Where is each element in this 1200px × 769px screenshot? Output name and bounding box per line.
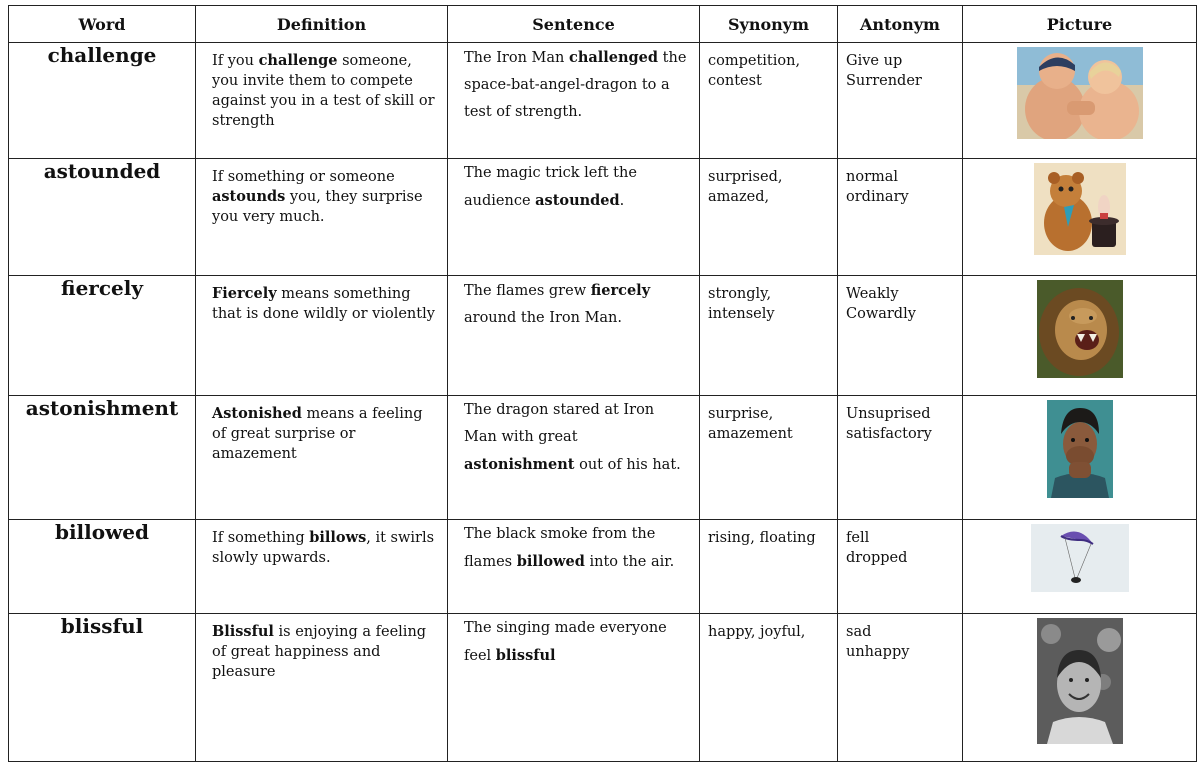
synonym-line: strongly,	[708, 286, 772, 302]
sentence-keyword: astounded	[535, 192, 620, 209]
synonym-line: rising, floating	[708, 530, 816, 546]
sentence-text: around the Iron Man.	[464, 310, 623, 326]
sentence-cell	[448, 520, 700, 614]
table-row	[9, 159, 1197, 276]
synonym-line: surprise,	[708, 406, 774, 422]
table-row	[9, 43, 1197, 159]
sentence-cell	[448, 396, 700, 520]
word-cell: blissful	[9, 614, 196, 762]
definition-cell	[196, 614, 448, 762]
word-cell: astonishment	[9, 396, 196, 520]
antonym-line: Weakly	[846, 286, 899, 302]
picture-cell	[963, 520, 1197, 614]
sentence-text: The magic trick left the audience	[464, 165, 637, 209]
arm-wrestling-photo	[1017, 47, 1143, 139]
header-row	[9, 6, 1197, 43]
definition-keyword: Fiercely	[212, 285, 277, 302]
header-sentence: Sentence	[448, 6, 700, 43]
antonym-cell	[838, 159, 963, 276]
definition-text: If something or someone	[212, 169, 395, 185]
magician-bear-illustration	[1034, 163, 1126, 255]
definition-cell	[196, 396, 448, 520]
definition-text: means a feeling of great surprise or amazement	[212, 406, 423, 462]
header-antonym: Antonym	[838, 6, 963, 43]
sentence-keyword: astonishment	[464, 456, 575, 473]
surprised-man-photo	[1047, 400, 1113, 498]
vocabulary-table	[8, 5, 1197, 762]
definition-text: means something that is done wildly or violently	[212, 286, 435, 322]
sentence-text: The flames grew	[464, 283, 591, 299]
antonym-line: Give up	[846, 53, 903, 69]
smiling-child-photo	[1037, 618, 1123, 744]
roaring-lion-photo	[1037, 280, 1123, 378]
synonym-line: intensely	[708, 306, 775, 322]
antonym-cell	[838, 614, 963, 762]
synonym-line: competition,	[708, 53, 801, 69]
definition-keyword: astounds	[212, 188, 286, 205]
table-row	[9, 276, 1197, 396]
sentence-text: The Iron Man	[464, 50, 569, 66]
definition-keyword: Astonished	[212, 405, 302, 422]
definition-keyword: Blissful	[212, 623, 274, 640]
sentence-keyword: fiercely	[590, 282, 651, 299]
sentence-keyword: challenged	[568, 49, 659, 66]
definition-cell	[196, 276, 448, 396]
sentence-text: The black smoke from the flames	[464, 526, 656, 570]
sentence-text: out of his hat.	[574, 457, 681, 473]
antonym-line: unhappy	[846, 644, 910, 660]
definition-text: If you	[212, 53, 259, 69]
sentence-cell	[448, 159, 700, 276]
antonym-cell	[838, 43, 963, 159]
definition-text: you, they surprise you very much.	[212, 189, 423, 225]
synonym-cell	[700, 520, 838, 614]
definition-text: If something	[212, 530, 310, 546]
sentence-cell	[448, 276, 700, 396]
definition-text: someone, you invite them to compete against you in a test of skill or strength	[212, 53, 435, 129]
definition-keyword: challenge	[258, 52, 338, 69]
sentence-keyword: billowed	[516, 553, 585, 570]
header-synonym: Synonym	[700, 6, 838, 43]
antonym-line: satisfactory	[846, 426, 932, 442]
table-row	[9, 614, 1197, 762]
antonym-line: fell	[846, 530, 870, 546]
definition-text: is enjoying a feeling of great happiness and pleasure	[212, 624, 427, 680]
definition-text: , it swirls slowly upwards.	[212, 530, 435, 566]
sentence-text: The dragon stared at Iron Man with great	[464, 402, 655, 445]
antonym-line: normal	[846, 169, 899, 185]
word-cell: challenge	[9, 43, 196, 159]
synonym-cell	[700, 614, 838, 762]
antonym-line: ordinary	[846, 189, 909, 205]
antonym-cell	[838, 276, 963, 396]
word-cell: astounded	[9, 159, 196, 276]
synonym-cell	[700, 43, 838, 159]
synonym-line: surprised,	[708, 169, 783, 185]
synonym-line: happy, joyful,	[708, 624, 806, 640]
sentence-text: .	[619, 193, 625, 209]
antonym-line: Cowardly	[846, 306, 916, 322]
header-picture: Picture	[963, 6, 1197, 43]
sentence-cell	[448, 614, 700, 762]
table-row	[9, 396, 1197, 520]
antonym-line: Unsuprised	[846, 406, 931, 422]
paraglider-photo	[1031, 524, 1129, 592]
definition-cell	[196, 520, 448, 614]
picture-cell	[963, 43, 1197, 159]
sentence-keyword: blissful	[495, 647, 556, 664]
sentence-text: the space-bat-angel-dragon to a test of strength.	[464, 50, 687, 120]
antonym-line: sad	[846, 624, 872, 640]
sentence-cell	[448, 43, 700, 159]
header-word: Word	[9, 6, 196, 43]
synonym-cell	[700, 159, 838, 276]
definition-cell	[196, 159, 448, 276]
antonym-line: dropped	[846, 550, 908, 566]
synonym-cell	[700, 276, 838, 396]
sentence-text: into the air.	[584, 554, 675, 570]
picture-cell	[963, 276, 1197, 396]
synonym-line: contest	[708, 73, 762, 89]
antonym-cell	[838, 396, 963, 520]
definition-cell	[196, 43, 448, 159]
picture-cell	[963, 396, 1197, 520]
synonym-cell	[700, 396, 838, 520]
word-cell: billowed	[9, 520, 196, 614]
table-row	[9, 520, 1197, 614]
antonym-cell	[838, 520, 963, 614]
picture-cell	[963, 159, 1197, 276]
synonym-line: amazement	[708, 426, 793, 442]
word-cell: fiercely	[9, 276, 196, 396]
definition-keyword: billows	[309, 529, 367, 546]
synonym-line: amazed,	[708, 189, 770, 205]
sentence-text: The singing made everyone feel	[464, 620, 667, 664]
picture-cell	[963, 614, 1197, 762]
header-definition: Definition	[196, 6, 448, 43]
antonym-line: Surrender	[846, 73, 922, 89]
